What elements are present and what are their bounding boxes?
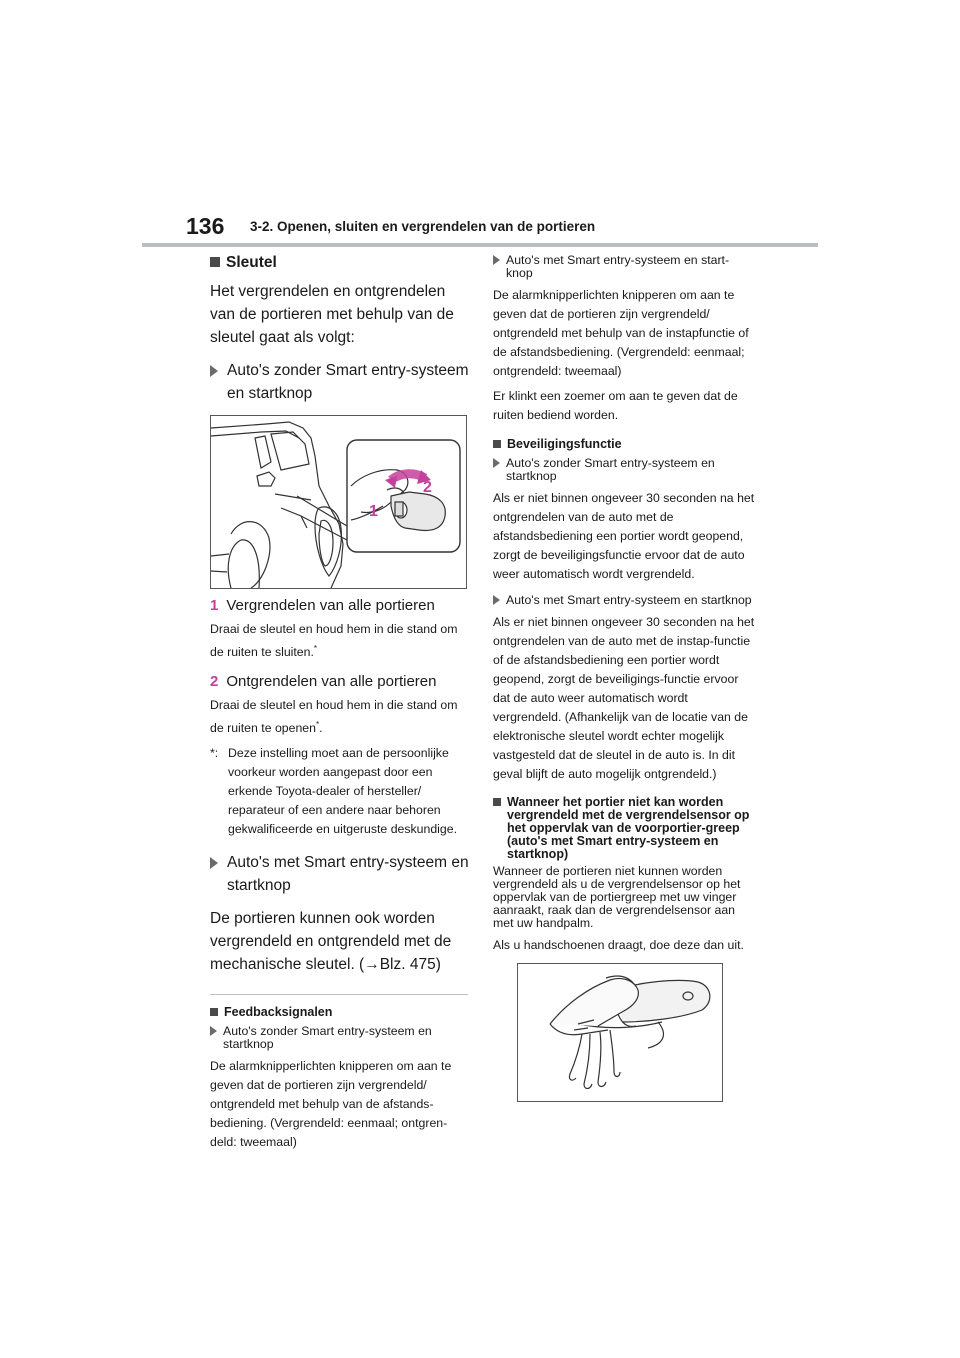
security-text-smart: Als er niet binnen ongeveer 30 seconden na het ontgrendelen van de auto met de instap-functie of de afstandsbediening een portier wordt geopend, zorgt de beveiligings-functie ervoor dat de auto weer automatisch wordt vergrendeld. (Afhankelijk van de locatie van de elektronische sleutel wordt echter mogelijk vastgesteld dat de sleutel in de auto is. In dit geval blijft de auto mogelijk ontgrendeld.) [493, 615, 755, 781]
square-bullet-icon [493, 798, 501, 806]
item-1-text: Draai de sleutel en houd hem in die stand om de ruiten te sluiten.* [210, 622, 458, 660]
triangle-bullet-icon [493, 255, 500, 265]
triangle-bullet-icon [210, 857, 218, 869]
security-text-no-smart: Als er niet binnen ongeveer 30 seconden na het ontgrendelen van de auto met de afstandsbediening een portier wordt geopend, zorgt de beveiligingsfunctie ervoor dat de auto weer automatisch wordt vergrendeld. [493, 491, 755, 581]
callout-label-1: 1 [369, 503, 378, 520]
page-ref-arrow: → [364, 956, 380, 974]
security-sub-smart: Auto's met Smart entry-systeem en startknop [493, 594, 755, 607]
section-divider [210, 994, 468, 995]
security-sub-no-smart: Auto's zonder Smart entry-systeem en startknop [493, 457, 755, 483]
section-title: 3-2. Openen, sluiten en vergrendelen van de portieren [250, 219, 596, 234]
item-2-label: Ontgrendelen van alle portieren [226, 673, 437, 691]
triangle-bullet-icon [210, 1026, 217, 1036]
right-column [493, 254, 755, 1102]
footnote [210, 744, 470, 839]
heading-security: Beveiligingsfunctie [493, 437, 755, 451]
triangle-bullet-icon [210, 365, 218, 377]
square-bullet-icon [493, 440, 501, 448]
footnote-text: Deze instelling moet aan de persoonlijke voorkeur worden aangepast door een erkende Toyota-dealer of hersteller/ reparateur of een andere naar behoren gekwalificeerde en uitgeruste deskundige. [228, 746, 458, 837]
page-header [0, 0, 960, 250]
page-ref: Blz. 475) [379, 956, 441, 974]
item-1-label: Vergrendelen van alle portieren [226, 597, 435, 614]
feedback-sub-no-smart: Auto's zonder Smart entry-systeem en startknop [210, 1025, 470, 1051]
triangle-bullet-icon [493, 595, 500, 605]
heading-sleutel: Sleutel [210, 254, 470, 272]
sub-heading-smart: Auto's met Smart entry-systeem en startknop [210, 851, 470, 897]
item-1 [210, 596, 470, 616]
footnote-mark: *: [210, 746, 219, 761]
item-2-number: 2 [210, 673, 219, 691]
triangle-bullet-icon [493, 458, 500, 468]
heading-lock-sensor: Wanneer het portier niet kan worden vergrendeld met de vergrendelsensor op het oppervlak van de voorportier-greep (auto's met Smart entry-systeem en startknop) [493, 796, 755, 861]
left-column [210, 254, 470, 1158]
feedback-sub-smart: Auto's met Smart entry-systeem en start-knop [493, 254, 755, 280]
item-2-text: Draai de sleutel en houd hem in die stand om de ruiten te openen*. [210, 698, 458, 736]
feedback-text-smart: De alarmknipperlichten knipperen om aan te geven dat de portieren zijn vergrendeld/ ontgrendeld met behulp van de instapfunctie of de afstandsbediening. (Vergrendeld: eenmaal; ontgrendeld: tweemaal) [493, 288, 749, 378]
buzzer-text: Er klinkt een zoemer om aan te geven dat de ruiten bediend worden. [493, 389, 738, 422]
mechanical-key-text: De portieren kunnen ook worden vergrendeld en ontgrendeld met de mechanische sleutel. (→Blz. 475) [210, 910, 452, 974]
key-lock-illustration [210, 415, 467, 589]
square-bullet-icon [210, 1008, 218, 1016]
square-bullet-icon [210, 257, 220, 267]
callout-label-2: 2 [423, 479, 432, 496]
door-handle-palm-illustration [517, 963, 723, 1102]
sub-heading-no-smart: Auto's zonder Smart entry-systeem en startknop [210, 359, 470, 405]
item-2 [210, 672, 470, 692]
page-number: 136 [186, 213, 225, 239]
lock-sensor-text: Wanneer de portieren niet kunnen worden vergrendeld als u de vergrendelsensor op het oppervlak van de portiergreep met uw vinger aanraakt, raak dan de vergrendelsensor aan met uw handpalm. [493, 864, 741, 930]
intro-text: Het vergrendelen en ontgrendelen van de portieren met behulp van de sleutel gaat als volgt: [210, 283, 454, 346]
gloves-text: Als u handschoenen draagt, doe deze dan uit. [493, 938, 744, 952]
header-rule [142, 243, 818, 247]
heading-feedback: Feedbacksignalen [210, 1005, 470, 1019]
item-1-number: 1 [210, 597, 219, 614]
feedback-text-no-smart: De alarmknipperlichten knipperen om aan te geven dat de portieren zijn vergrendeld/ ontgrendeld met behulp van de afstands-bediening. (Vergrendeld: eenmaal; ontgren-deld: tweemaal) [210, 1059, 452, 1150]
